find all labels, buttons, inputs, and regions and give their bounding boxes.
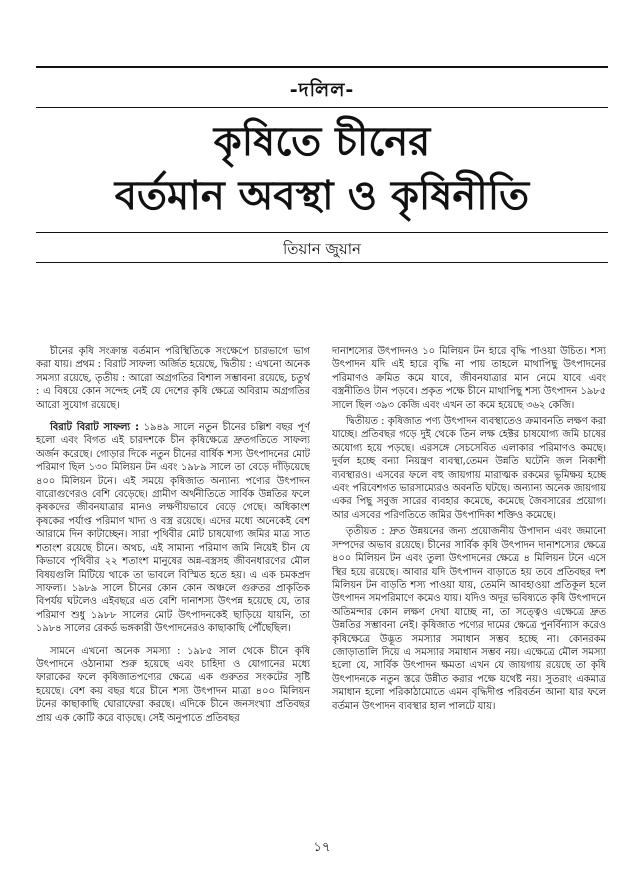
paragraph [36, 421, 310, 636]
author-top-rule [36, 232, 608, 233]
page-number: ১৭ [313, 840, 331, 855]
paragraph: চীনের কৃষি সংক্রান্ত বর্তমান পরিস্থিতিকে সংক্ষেপে চারভাগে ভাগ করা যায়। প্রথম : বিরাট সাফল্য অর্জিত হয়েছে, দ্বিতীয় : এখনো অনেক সমস্যা রয়েছে, তৃতীয় : আরো অগ্রগতির বিশাল সম্ভাবনা রয়েছে, চতুর্থ : এ বিষয়ে কোন সন্দেহ নেই যে দেশের কৃষি ক্ষেত্রে অবিরাম অগ্রগতির আরো সুযোগ রয়েছে। [36, 346, 310, 411]
article-column-left [36, 345, 310, 823]
paragraph-lead: বিরাট বিরাট সাফল্য : [50, 422, 139, 434]
paragraph: তৃতীয়ত : দ্রুত উন্নয়নের জন্য প্রয়োজনীয় উপাদান এবং জমানো সম্পদের অভাব রয়েছে। চীনের সার্বিক কৃষি উৎপাদন দানাশস্যের ক্ষেত্রে ৪০০ মিলিয়ন টন এবং তুলা উৎপাদনের ক্ষেত্রে ৪ মিলিয়ন টনে এসে স্থির হয়ে রয়েছে। আবার যদি উৎপাদন বাড়াতে হয় তবে প্রতিবছর দশ মিলিয়ন টন বাড়তি শস্য পাওয়া যায়, তেমনি আবহাওয়া প্রতিকূল হলে উৎপাদন সমপরিমাণে কমেও যায়। যদিও অদূর ভবিষ্যতে কৃষি উৎপাদনে অতিমন্দার কোন লক্ষণ দেখা যাচ্ছে না, তা সত্ত্বেও এক্ষেত্রে দ্রুত উন্নতির সম্ভাবনা নেই। কৃষিজাত পণ্যের দামের ক্ষেত্রে পুনর্বিন্যাস করেও কৃষিক্ষেত্রে উদ্ভূত সমস্যার সমাধান সম্ভব হচ্ছে না। কোনরকম জোড়াতালি দিয়ে এ সমস্যার সমাধান সম্ভব নয়। এক্ষেত্রে মৌল সমস্যা হলো যে, সার্বিক উৎপাদন ক্ষমতা এখন যে জায়গায় রয়েছে তা কৃষি উৎপাদনকে নতুন স্তরে উন্নীত করার পক্ষে যথেষ্ট নয়। সুতরাং একমাত্র সমাধান হলো পরিকাঠামোতে এমন বৃদ্ধিদীপ্ত পরিবর্তন আনা যার ফলে বর্তমান উৎপাদন ব্যবস্থার হাল পালটে যায়। [332, 526, 606, 712]
top-rule [36, 66, 608, 68]
paragraph: সামনে এখনো অনেক সমস্যা : ১৯৮৫ সাল থেকে চীনে কৃষি উৎপাদনে ওঠানামা শুরু হয়েছে এবং চাহিদা ও যোগানের মধ্যে ফারাকের ফলে কৃষিজাতপণ্যের ক্ষেত্রে এক গুরুতর সংকটের সৃষ্টি হয়েছে। বেশ কয় বছর ধরে চীনে শস্য উৎপাদন মাত্রা ৪০০ মিলিয়ন টনের কাছাকাছি ঘোরাফেরা করছে। এদিকে চীনে জনসংখ্যা প্রতিবছর প্রায় এক কোটি করে বাড়ছে। সেই অনুপাতে প্রতিবছর [36, 645, 310, 724]
author-name: তিয়ান জুয়ান [282, 240, 361, 258]
title-line-2: বর্তমান অবস্থা ও কৃষিনীতি [114, 173, 530, 219]
article-column-right [332, 345, 606, 823]
paragraph: দ্বিতীয়ত : কৃষিজাত পণ্য উৎপাদন ব্যবস্থাতেও ক্রমাবনতি লক্ষণ করা যাচ্ছে। প্রতিবছর গড়ে দুই থেকে তিন লক্ষ হেক্টর চাষযোগ্য জমি চাষের অযোগ্য হয়ে পড়ছে। এরসঙ্গে সেচসেবিত এলাকার পরিমাণও কমছে। দুর্বল হচ্ছে বন্যা নিয়ন্ত্রণ ব্যবস্থা,তেমন উন্নতি ঘটেনি জল নিকাশী ব্যবস্থারও। এসবের ফলে বহু জায়গায় মারাত্মক রকমের ভূমিক্ষয় হচ্ছে এবং পরিবেশগত ভারসাম্যেরও অবনতি ঘটছে। অন্যান্য অনেক জায়গায় একর পিছু সবুজ সারের ব্যবহার কমেছে, কমেছে জৈবসারের প্রয়োগ। আর এসবের পরিণতিতে জমির উৎপাদিকা শক্তিও কমেছে। [332, 416, 606, 521]
tag-rule [36, 107, 608, 108]
paragraph: দানাশস্যের উৎপাদনও ১০ মিলিয়ন টন হারে বৃদ্ধি পাওয়া উচিত। শস্য উৎপাদন যদি এই হারে বৃদ্ধি না পায় তাহলে মাথাপিছু উৎপাদনের পরিমাণও ক্রমিত কমে যাবে, জীবনযাত্রার মান নেমে যাবে এবং বস্ত্রনীতিও টান পড়বে। প্রকৃত পক্ষে চীনে মাথাপিছু শস্য উৎপাদন ১৯৮৫ সালে ছিল ৩৯৩ কেজি এবং এখন তা কমে হয়েছে ৩৬২ কেজি। [332, 346, 606, 411]
title-line-1: কৃষিতে চীনের [213, 119, 431, 165]
section-tag: -দলিল- [289, 79, 355, 101]
paragraph-body: ১৯৪৯ সালে নতুন চীনের চল্লিশ বছর পূর্ণ হলো এবং বিগত এই চারদশকে চীন কৃষিক্ষেত্রে দ্রুতগতিতে সাফল্য অর্জন করেছে। গোড়ার দিকে নতুন চীনের বার্ষিক শস্য উৎপাদনের মোট পরিমাণ ছিল ১৩০ মিলিয়ন টন এবং ১৯৮৯ সালে তা বেড়ে দাঁড়িয়েছে ৪০০ মিলিয়ন টনে। এই সময়ে কৃষিজাত অন্যান্য পণ্যের উৎপাদন বারোগুণেরও বেশি বেড়েছে। গ্রামীণ অর্থনীতিতে সার্বিক উন্নতির ফলে কৃষকদের জীবনযাত্রার মানও লক্ষণীয়ভাবে বেড়ে গেছে। অধিকাংশ কৃষকের পর্যাপ্ত পরিমাণ খাদ্য ও বস্ত্র রয়েছে। এদের মধ্যে অনেকেই বেশ আরামে দিন কাটাচ্ছেন। সারা পৃথিবীর মোট চাষযোগ্য জমির মাত্র সাত শতাংশ রয়েছে চীনে। অথচ, এই সামান্য পরিমাণ জমি নিয়েই চীন যে কিভাবে পৃথিবীর ২২ শতাংশ মানুষের অন্ন-বস্ত্রসহ জীবনধারণের মৌল বিষয়গুলি মিটিয়ে থাকে তা ভাবলে বিস্মিত হতে হয়। এ এক চমকপ্রদ সাফল্য। ১৯৮৯ সালে চীনের কোন কোন অঞ্চলে গুরুতর প্রাকৃতিক বিপর্যয় ঘটলেও এইবছরে এত বেশি দানাশস্য উৎপন্ন হয়েছে যে, তার পরিমাণ শুধু ১৯৮৮ সালের মোট উৎপাদনকেই ছাড়িয়ে যায়নি, তা ১৯৮৪ সালের রেকর্ড ভঙ্গকারী উৎপাদনেরও কাছাকাছি পৌঁছেছিল। [36, 422, 310, 635]
author-bottom-rule [36, 262, 608, 263]
